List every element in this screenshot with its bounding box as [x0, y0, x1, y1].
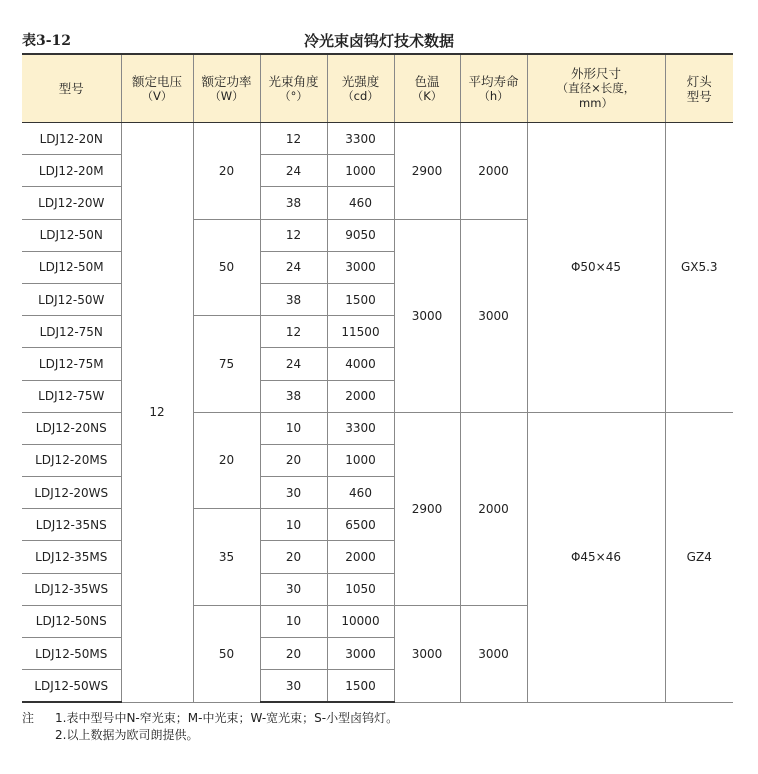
cell-dimension: Φ45×46 — [527, 412, 665, 702]
cell-angle: 38 — [260, 283, 327, 315]
table-notes — [22, 710, 398, 744]
cell-intensity: 10000 — [327, 605, 394, 637]
cell-life: 3000 — [460, 219, 527, 412]
header-model: 型号 — [22, 54, 121, 123]
cell-model: LDJ12-75W — [22, 380, 121, 412]
cell-color-temp: 2900 — [394, 123, 460, 220]
header-row — [22, 54, 733, 123]
header-life: 平均寿命 （h） — [460, 54, 527, 123]
cell-power: 75 — [193, 316, 260, 413]
header-intensity: 光强度 （cd） — [327, 54, 394, 123]
cell-model: LDJ12-35WS — [22, 573, 121, 605]
cell-color-temp: 2900 — [394, 412, 460, 605]
cell-angle: 12 — [260, 219, 327, 251]
cell-intensity: 460 — [327, 477, 394, 509]
cell-angle: 12 — [260, 123, 327, 155]
cell-model: LDJ12-20W — [22, 187, 121, 219]
notes-label: 注 — [22, 711, 35, 725]
cell-model: LDJ12-20M — [22, 155, 121, 187]
cell-model: LDJ12-75N — [22, 316, 121, 348]
cell-angle: 10 — [260, 509, 327, 541]
cell-power: 35 — [193, 509, 260, 606]
cell-base: GX5.3 — [665, 123, 733, 413]
cell-angle: 10 — [260, 605, 327, 637]
cell-angle: 30 — [260, 670, 327, 703]
cell-angle: 20 — [260, 541, 327, 573]
cell-model: LDJ12-35NS — [22, 509, 121, 541]
header-dimension: 外形尺寸 （直径×长度， mm） — [527, 54, 665, 123]
cell-angle: 20 — [260, 638, 327, 670]
cell-model: LDJ12-50M — [22, 251, 121, 283]
cell-angle: 30 — [260, 477, 327, 509]
cell-model: LDJ12-50WS — [22, 670, 121, 703]
cell-model: LDJ12-50W — [22, 283, 121, 315]
cell-intensity: 3300 — [327, 412, 394, 444]
cell-power: 50 — [193, 219, 260, 316]
cell-model: LDJ12-20N — [22, 123, 121, 155]
header-voltage: 额定电压 （V） — [121, 54, 193, 123]
cell-model: LDJ12-75M — [22, 348, 121, 380]
cell-color-temp: 3000 — [394, 219, 460, 412]
cell-power: 20 — [193, 412, 260, 509]
cell-model: LDJ12-20MS — [22, 444, 121, 476]
cell-life: 2000 — [460, 123, 527, 220]
cell-intensity: 11500 — [327, 316, 394, 348]
table-title: 冷光束卤钨灯技术数据 — [303, 32, 454, 50]
cell-voltage: 12 — [121, 123, 193, 703]
cell-intensity: 2000 — [327, 541, 394, 573]
cell-intensity: 4000 — [327, 348, 394, 380]
cell-angle: 24 — [260, 251, 327, 283]
cell-model: LDJ12-50N — [22, 219, 121, 251]
table-row — [22, 123, 733, 155]
cell-angle: 10 — [260, 412, 327, 444]
header-angle: 光束角度 （°） — [260, 54, 327, 123]
note-line-1: 1.表中型号中N-窄光束；M-中光束；W-宽光束；S-小型卤钨灯。 — [55, 711, 399, 725]
cell-angle: 30 — [260, 573, 327, 605]
cell-intensity: 1500 — [327, 670, 394, 703]
cell-power: 50 — [193, 605, 260, 702]
cell-model: LDJ12-20WS — [22, 477, 121, 509]
cell-intensity: 3000 — [327, 638, 394, 670]
cell-intensity: 1000 — [327, 155, 394, 187]
cell-intensity: 2000 — [327, 380, 394, 412]
cell-angle: 12 — [260, 316, 327, 348]
header-base: 灯头 型号 — [665, 54, 733, 123]
table-number: 表3-12 — [22, 33, 72, 49]
cell-intensity: 6500 — [327, 509, 394, 541]
cell-intensity: 1000 — [327, 444, 394, 476]
note-line-2: 2.以上数据为欧司朗提供。 — [55, 728, 199, 742]
header-power: 额定功率 （W） — [193, 54, 260, 123]
cell-dimension: Φ50×45 — [527, 123, 665, 413]
cell-intensity: 460 — [327, 187, 394, 219]
cell-model: LDJ12-20NS — [22, 412, 121, 444]
cell-model: LDJ12-35MS — [22, 541, 121, 573]
cell-base: GZ4 — [665, 412, 733, 702]
cell-intensity: 1050 — [327, 573, 394, 605]
cell-life: 3000 — [460, 605, 527, 702]
cell-angle: 38 — [260, 187, 327, 219]
cell-intensity: 9050 — [327, 219, 394, 251]
cell-angle: 38 — [260, 380, 327, 412]
cell-intensity: 3300 — [327, 123, 394, 155]
cell-color-temp: 3000 — [394, 605, 460, 702]
cell-intensity: 3000 — [327, 251, 394, 283]
header-color-temp: 色温 （K） — [394, 54, 460, 123]
cell-angle: 20 — [260, 444, 327, 476]
cell-intensity: 1500 — [327, 283, 394, 315]
cell-life: 2000 — [460, 412, 527, 605]
lamp-data-table — [22, 53, 733, 703]
cell-angle: 24 — [260, 348, 327, 380]
cell-angle: 24 — [260, 155, 327, 187]
cell-power: 20 — [193, 123, 260, 220]
cell-model: LDJ12-50NS — [22, 605, 121, 637]
cell-model: LDJ12-50MS — [22, 638, 121, 670]
